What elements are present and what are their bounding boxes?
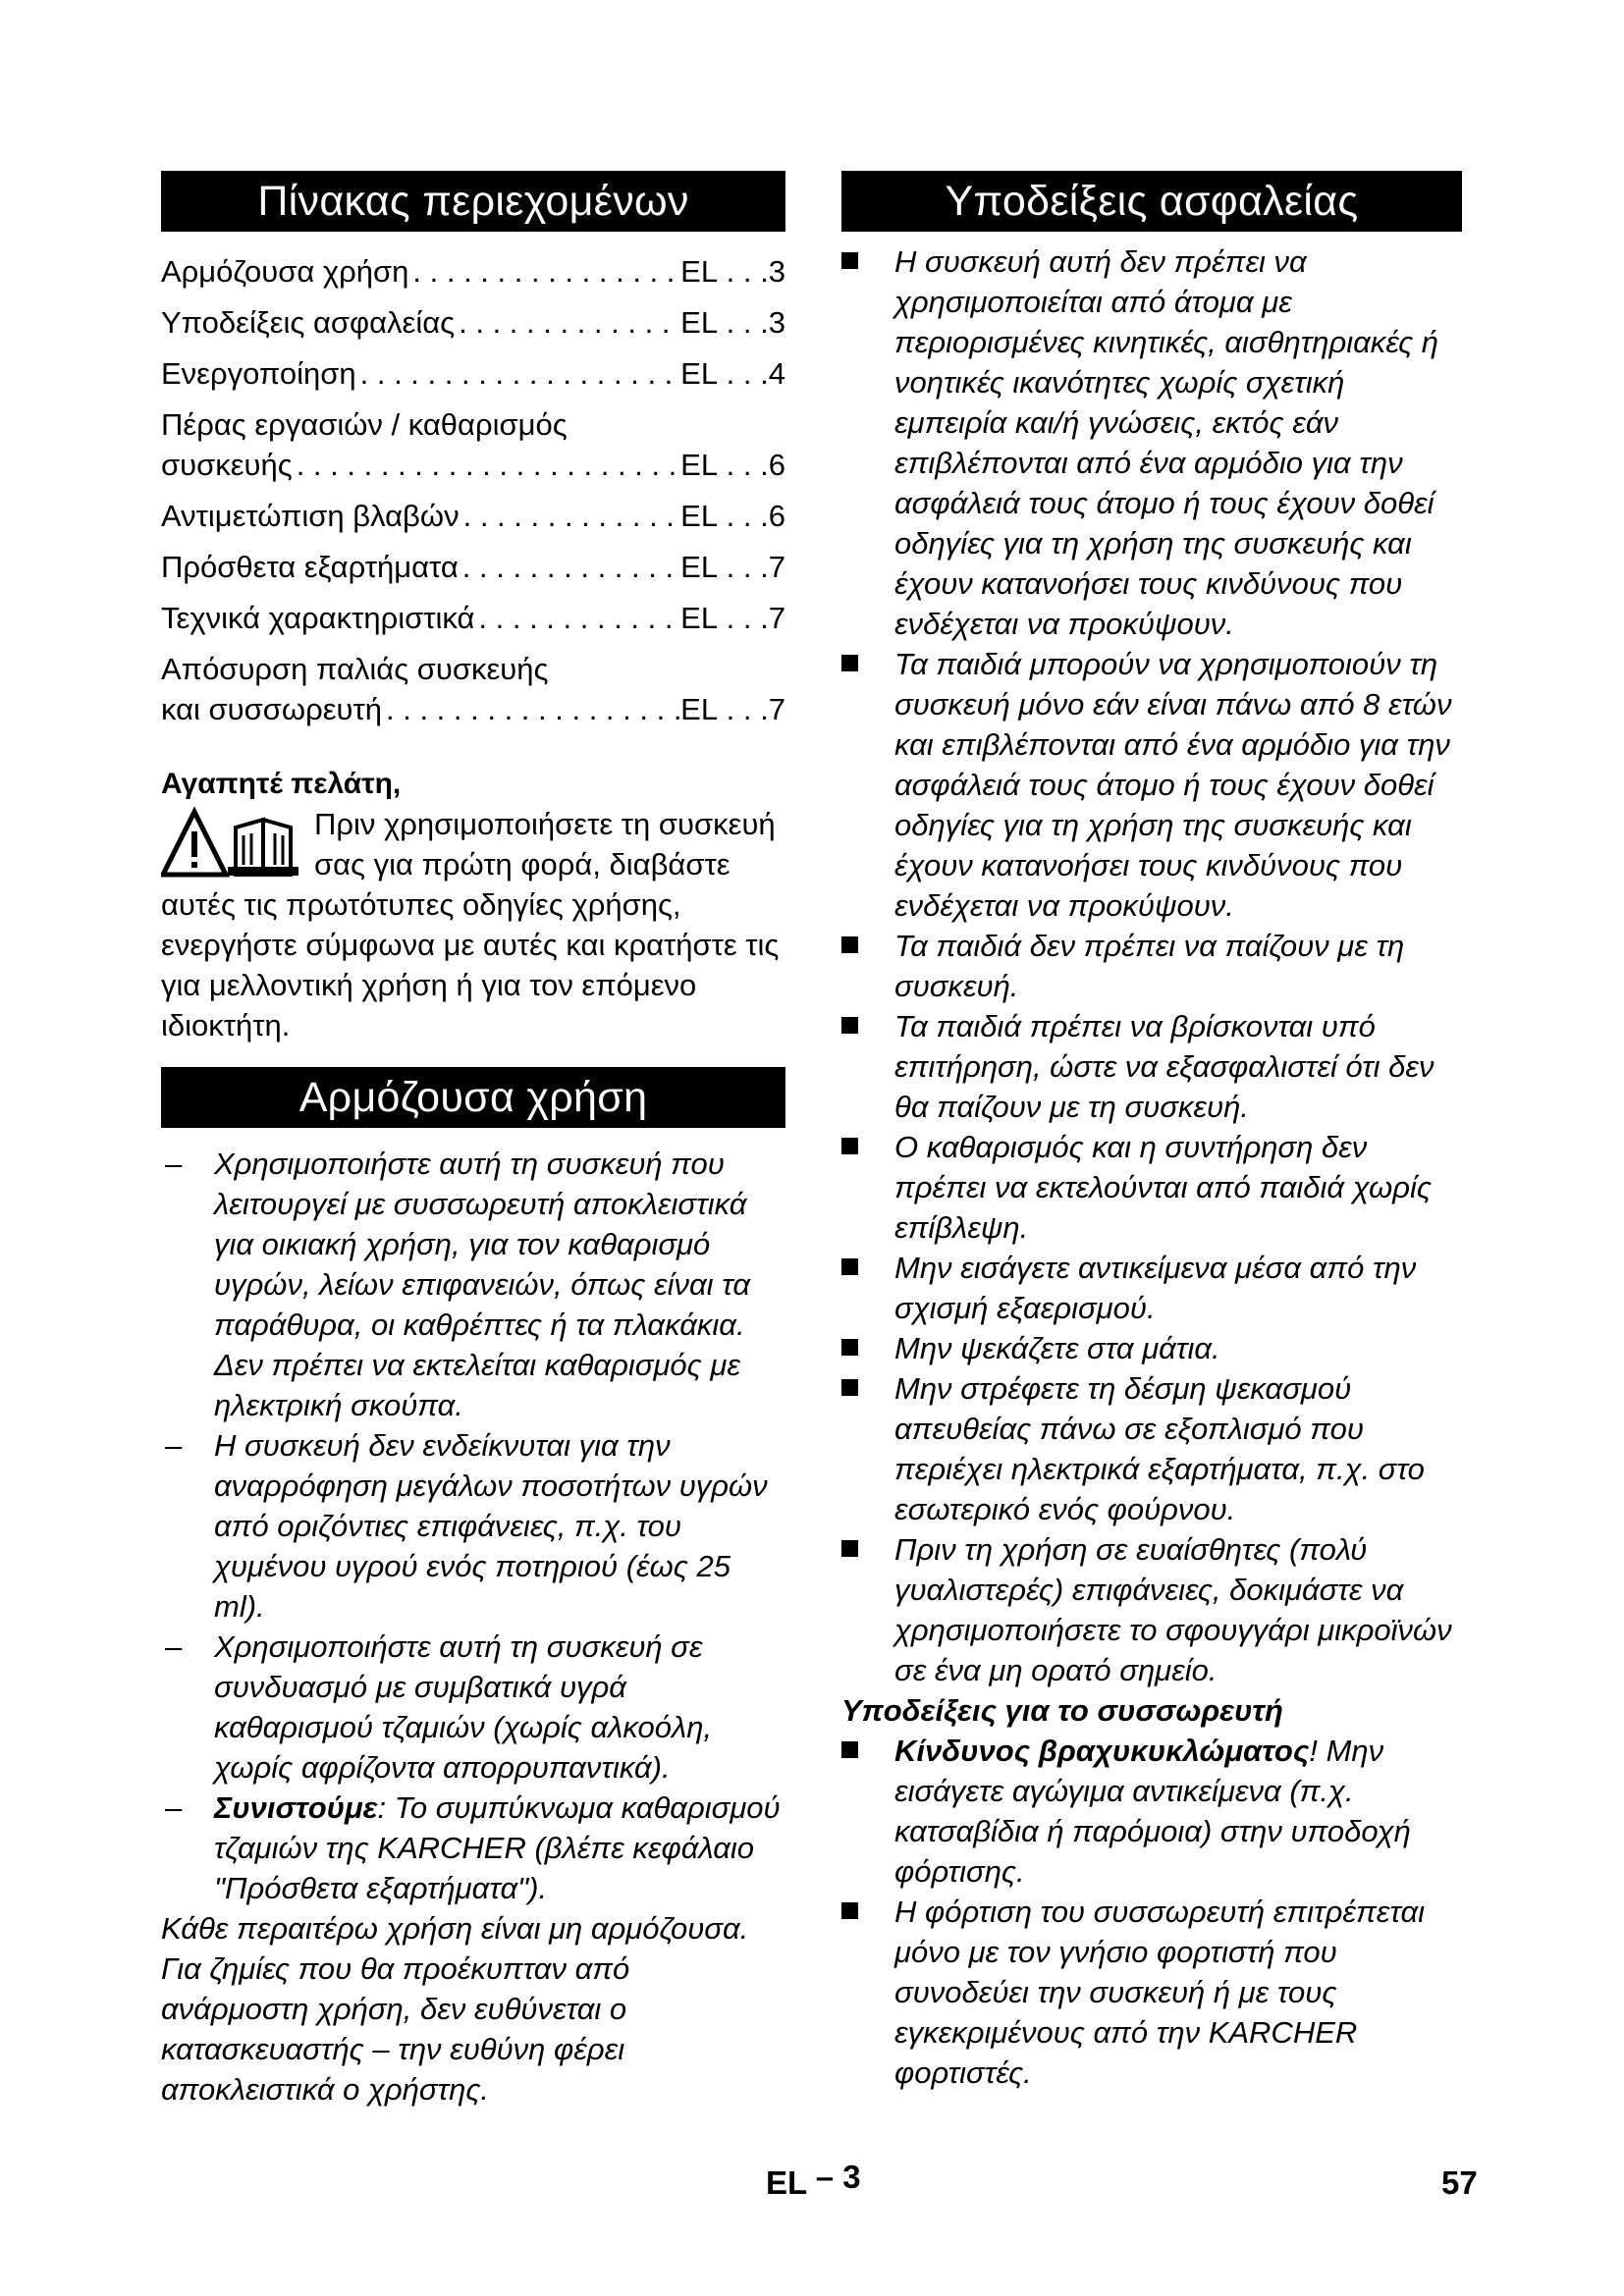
safety-title: Υποδείξεις ασφαλείας bbox=[841, 171, 1462, 232]
list-item: Τα παιδιά πρέπει να βρίσκονται υπό επιτήρηση, ώστε να εξασφαλιστεί ότι δεν θα παίζουν με τη συσκευή. bbox=[841, 1006, 1462, 1127]
bullet-square-icon bbox=[841, 1339, 858, 1356]
list-item: Μην ψεκάζετε στα μάτια. bbox=[841, 1328, 1462, 1368]
list-item: Κίνδυνος βραχυκυκλώματος! Μην εισάγετε αγώγιμα αντικείμενα (π.χ. κατσαβίδια ή παρόμοια) στην υποδοχή φόρτισης. bbox=[841, 1731, 1462, 1892]
toc-title: Πίνακας περιεχομένων bbox=[161, 171, 785, 232]
list-item: – Χρησιμοποιήστε αυτή τη συσκευή σε συνδυασμό με συμβατικά υγρά καθαρισμού τζαμιών (χωρίς αλκοόλη, χωρίς αφρίζοντα απορρυπαντικά). bbox=[165, 1629, 713, 1785]
intended-use-title: Αρμόζουσα χρήση bbox=[161, 1067, 785, 1128]
toc-entry[interactable]: Υποδείξεις ασφαλείας . . . EL . . . 3 bbox=[161, 302, 785, 343]
footer-section-code: EL – 3 bbox=[766, 2159, 861, 2201]
bullet-square-icon bbox=[841, 1138, 858, 1154]
left-column bbox=[161, 171, 785, 2109]
toc-entry[interactable]: Αρμόζουσα χρήση . . . EL . . . 3 bbox=[161, 251, 785, 292]
bullet-square-icon bbox=[841, 1017, 858, 1034]
table-of-contents bbox=[161, 251, 785, 729]
intro-paragraph: Πριν χρησιμοποιήσετε τη συσκευή σας για πρώτη φορά, διαβάστε αυτές τις πρωτότυπες οδηγίες χρήσης, ενεργήστε σύμφωνα με αυτές και κρατήστε τις για μελλοντική χρήση ή για τον επόμενο ιδιοκτήτη. bbox=[161, 807, 780, 1042]
list-item: – Χρησιμοποιήστε αυτή τη συσκευή που λειτουργεί με συσσωρευτή αποκλειστικά για οικιακή χρήση, για τον καθαρισμό υγρών, λείων επιφανειών, όπως είναι τα παράθυρα, οι καθρέπτες ή τα πλακάκια. Δεν πρέπει να εκτελείται καθαρισμός με ηλεκτρική σκούπα. bbox=[165, 1147, 750, 1422]
bullet-square-icon bbox=[841, 252, 858, 269]
list-item: Ο καθαρισμός και η συντήρηση δεν πρέπει να εκτελούνται από παιδιά χωρίς επίβλεψη. bbox=[841, 1127, 1462, 1248]
battery-list bbox=[841, 1731, 1462, 2093]
list-item: Η φόρτιση του συσσωρευτή επιτρέπεται μόνο με τον γνήσιο φορτιστή που συνοδεύει την συσκευή ή με τους εγκεκριμένους από την KARCHER φορτιστές. bbox=[841, 1892, 1462, 2093]
warning-and-manual-icon bbox=[161, 806, 304, 879]
bullet-square-icon bbox=[841, 1902, 858, 1919]
bullet-square-icon bbox=[841, 1540, 858, 1557]
intended-use-closing: Κάθε περαιτέρω χρήση είναι μη αρμόζουσα. Για ζημίες που θα προέκυπταν από ανάρμοστη χρήση, δεν ευθύνεται ο κατασκευαστής – την ευθύνη φέρει αποκλειστικά ο χρήστης. bbox=[161, 1911, 749, 2107]
battery-heading: Υποδείξεις για το συσσωρευτή bbox=[841, 1693, 1283, 1728]
list-item: Μην στρέφετε τη δέσμη ψεκασμού απευθείας πάνω σε εξοπλισμό που περιέχει ηλεκτρικά εξαρτήματα, π.χ. στο εσωτερικό ενός φούρνου. bbox=[841, 1368, 1462, 1529]
list-item: – Συνιστούμε: Το συμπύκνωμα καθαρισμού τζαμιών της KARCHER (βλέπε κεφάλαιο "Πρόσθετα εξαρτήματα"). bbox=[165, 1790, 781, 1905]
toc-entry[interactable]: Τεχνικά χαρακτηριστικά . . . EL . . . 7 bbox=[161, 598, 785, 638]
page-number: 57 bbox=[1441, 2164, 1478, 2201]
toc-entry[interactable]: Απόσυρση παλιάς συσκευής και συσσωρευτή . . . EL . . . 7 bbox=[161, 649, 785, 729]
safety-list bbox=[841, 241, 1462, 1690]
bullet-square-icon bbox=[841, 1379, 858, 1396]
list-item: Μην εισάγετε αντικείμενα μέσα από την σχισμή εξαερισμού. bbox=[841, 1248, 1462, 1328]
list-item: Τα παιδιά μπορούν να χρησιμοποιούν τη συσκευή μόνο εάν είναι πάνω από 8 ετών και επιβλέπονται από ένα αρμόδιο για την ασφάλειά τους άτομο ή τους έχουν δοθεί οδηγίες για τη χρήση της συσκευής και έχουν κατανοήσει τους κινδύνους που ενδέχεται να προκύψουν. bbox=[841, 644, 1462, 926]
toc-entry[interactable]: Πρόσθετα εξαρτήματα . . . EL . . . 7 bbox=[161, 547, 785, 587]
toc-entry[interactable]: Πέρας εργασιών / καθαρισμός συσκευής . . . EL . . . 6 bbox=[161, 404, 785, 485]
right-column bbox=[841, 171, 1462, 2093]
intended-use-list bbox=[161, 1144, 785, 1908]
list-item: Τα παιδιά δεν πρέπει να παίζουν με τη συσκευή. bbox=[841, 926, 1462, 1006]
bullet-square-icon bbox=[841, 936, 858, 953]
list-item: Πριν τη χρήση σε ευαίσθητες (πολύ γυαλιστερές) επιφάνειες, δοκιμάστε να χρησιμοποιήσετε το σφουγγάρι μικροϊνών σε ένα μη ορατό σημείο. bbox=[841, 1529, 1462, 1690]
toc-entry[interactable]: Αντιμετώπιση βλαβών . . . EL . . . 6 bbox=[161, 496, 785, 536]
list-item: – Η συσκευή δεν ενδείκνυται για την αναρρόφηση μεγάλων ποσοτήτων υγρών από οριζόντιες επιφάνειες, π.χ. του χυμένου υγρού ενός ποτηριού (έως 25 ml). bbox=[165, 1428, 768, 1624]
list-item: Η συσκευή αυτή δεν πρέπει να χρησιμοποιείται από άτομα με περιορισμένες κινητικές, αισθητηριακές ή νοητικές ικανότητες χωρίς σχετική εμπειρία και/ή γνώσεις, εκτός εάν επιβλέπονται από ένα αρμόδιο για την ασφάλειά τους άτομο ή τους έχουν δοθεί οδηγίες για τη χρήση της συσκευής και έχουν κατανοήσει τους κινδύνους που ενδέχεται να προκύψουν. bbox=[841, 241, 1462, 644]
toc-entry[interactable]: Ενεργοποίηση . . . EL . . . 4 bbox=[161, 353, 785, 394]
bullet-square-icon bbox=[841, 655, 858, 671]
intended-use-section bbox=[161, 1067, 785, 2109]
bullet-square-icon bbox=[841, 1741, 858, 1758]
greeting-heading: Αγαπητέ πελάτη, bbox=[161, 768, 402, 800]
bullet-square-icon bbox=[841, 1258, 858, 1275]
